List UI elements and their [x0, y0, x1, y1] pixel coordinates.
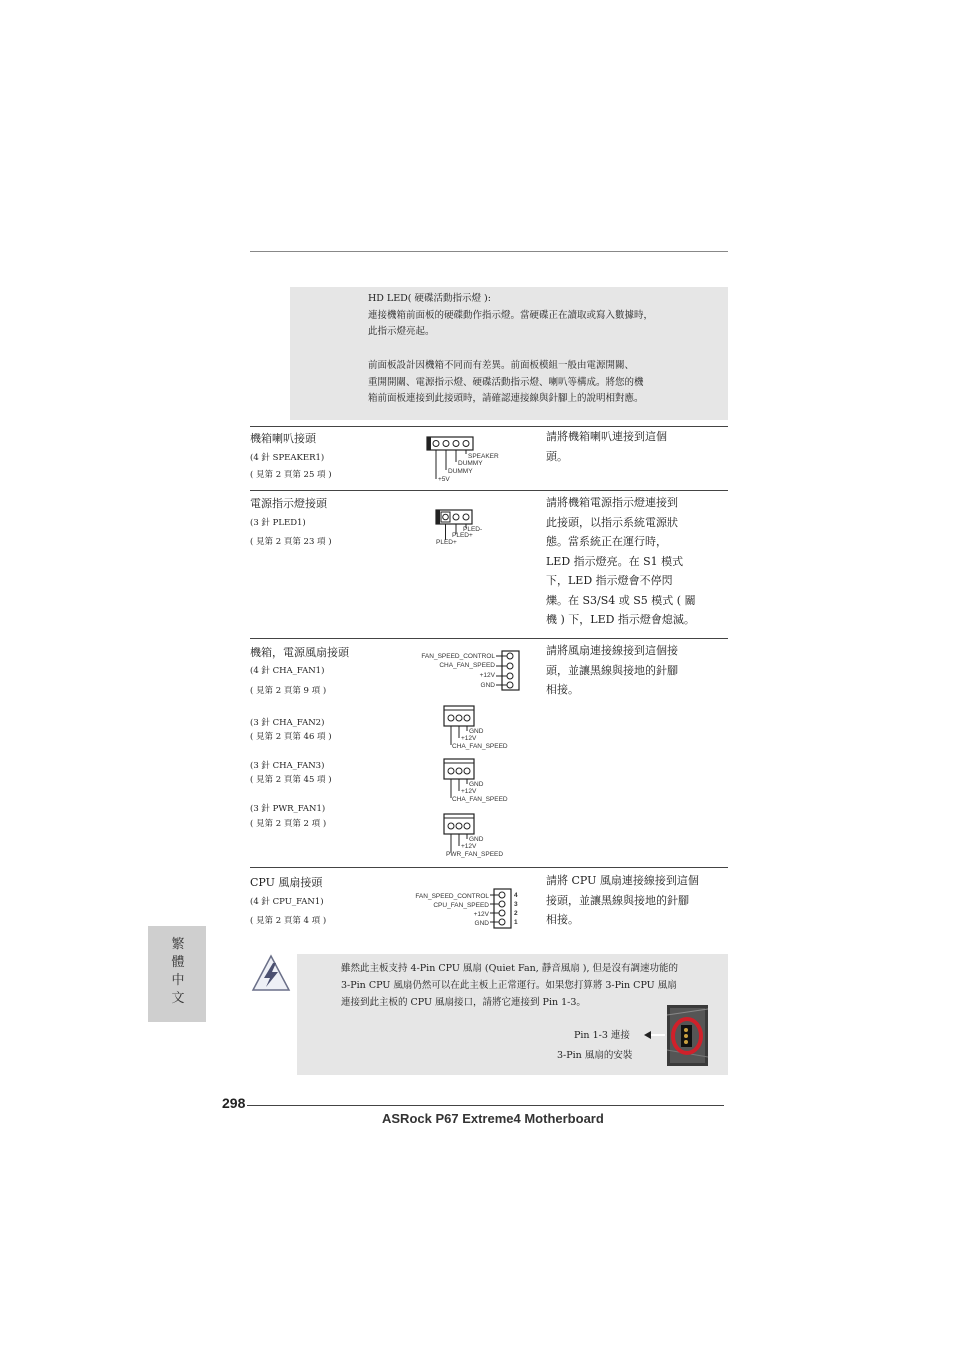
pin-number: 2: [514, 910, 518, 917]
cpufan-pins: (4 針 CPU_FAN1): [250, 897, 324, 907]
cha1-label: +12V: [479, 672, 495, 679]
powerled-header-diagram: [430, 507, 510, 547]
pwr-fan1-diagram: [440, 811, 520, 861]
powerled-title: 電源指示燈接頭: [250, 497, 327, 510]
cha2-label: GND: [469, 728, 484, 735]
pwr-ref: ( 見第 2 頁第 2 項 ): [250, 819, 327, 829]
cpu-fan1-diagram: [408, 886, 528, 931]
cha-fan1-diagram: [408, 648, 528, 693]
intro-line: HD LED( 硬碟活動指示燈 ):: [368, 293, 491, 304]
powerled-label: PLED+: [436, 539, 457, 546]
desc-line: 相接。: [546, 913, 579, 926]
cha3-label: GND: [469, 781, 484, 788]
cha1-label: CHA_FAN_SPEED: [439, 662, 495, 669]
speaker-pins: (4 針 SPEAKER1): [250, 453, 325, 463]
speaker-label: DUMMY: [458, 460, 483, 467]
cha-fan3-diagram: [440, 756, 520, 806]
desc-line: 請將 CPU 風扇連接線接到這個: [546, 874, 699, 887]
cha3-label: CHA_FAN_SPEED: [452, 796, 508, 803]
desc-line: 此接頭，以指示系統電源狀: [546, 515, 678, 529]
section-divider: [250, 638, 728, 639]
cha3-label: +12V: [461, 788, 477, 795]
powerled-pins: (3 針 PLED1): [250, 518, 306, 528]
cpufan-title: CPU 風扇接頭: [250, 876, 323, 889]
speaker-label: +5V: [438, 476, 450, 483]
cpufan-label: CPU_FAN_SPEED: [433, 902, 489, 909]
desc-line: 下，LED 指示燈會不停閃: [546, 574, 673, 587]
desc-line: 爍。在 S3/S4 或 S5 模式 ( 關: [546, 593, 696, 607]
cha3-ref: ( 見第 2 頁第 45 項 ): [250, 775, 332, 785]
footer-rule: [247, 1105, 724, 1106]
cha1-label: FAN_SPEED_CONTROL: [421, 653, 495, 660]
cpufan-ref: ( 見第 2 頁第 4 項 ): [250, 916, 327, 926]
intro-line: 前面板設計因機箱不同而有差異。前面板模組一般由電源開關、: [368, 360, 635, 371]
powerled-label: PLED-: [463, 526, 483, 533]
warning-icon: [250, 954, 292, 994]
cha3-pins: (3 針 CHA_FAN3): [250, 761, 325, 771]
intro-line: 重開開關、電源指示燈、硬碟活動指示燈、喇叭等構成。將您的機: [368, 377, 644, 388]
arrow-icon: [643, 1030, 667, 1040]
cha2-ref: ( 見第 2 頁第 46 項 ): [250, 732, 332, 742]
intro-line: 此指示燈亮起。: [368, 326, 435, 337]
speaker-ref: ( 見第 2 頁第 25 項 ): [250, 470, 332, 480]
intro-line: 箱前面板連接到此接頭時，請確認連接線與針腳上的說明相對應。: [368, 393, 644, 404]
speaker-desc: [546, 427, 667, 466]
cha2-label: +12V: [461, 735, 477, 742]
desc-line: 頭，並讓黑線與接地的針腳: [546, 663, 678, 677]
fans-desc: [546, 641, 678, 700]
language-tab-label: 繁體中文: [171, 937, 185, 1006]
pwr-pins: (3 針 PWR_FAN1): [250, 804, 326, 814]
desc-line: 態。當系統正在運行時，: [546, 535, 667, 548]
powerled-ref: ( 見第 2 頁第 23 項 ): [250, 537, 332, 547]
desc-line: 請將風扇連接線接到這個接: [546, 644, 678, 657]
desc-line: LED 指示燈亮。在 S1 模式: [546, 554, 684, 568]
cha1-label: GND: [480, 682, 495, 689]
pwr-label: +12V: [461, 843, 477, 850]
powerled-desc: [546, 493, 696, 630]
speaker-title: 機箱喇叭接頭: [250, 432, 316, 445]
page-number: 298: [222, 1095, 246, 1111]
fans-title: 機箱，電源風扇接頭: [250, 646, 349, 659]
cha-fan2-diagram: [440, 703, 520, 753]
product-name: ASRock P67 Extreme4 Motherboard: [382, 1111, 604, 1126]
desc-line: 機 ) 下，LED 指示燈會熄滅。: [546, 613, 695, 626]
section-divider: [250, 490, 728, 491]
install-caption: 3-Pin 風扇的安裝: [557, 1050, 633, 1061]
cpufan-label: +12V: [473, 911, 489, 918]
fan-install-photo: [667, 1005, 708, 1066]
speaker-label: SPEAKER: [468, 453, 499, 460]
cpufan-label: FAN_SPEED_CONTROL: [415, 893, 489, 900]
section-divider: [250, 867, 728, 868]
cha2-pins: (3 針 CHA_FAN2): [250, 718, 325, 728]
cha1-pins: (4 針 CHA_FAN1): [250, 666, 325, 676]
speaker-header-diagram: [420, 432, 510, 487]
desc-line: 頭。: [546, 449, 568, 463]
top-rule: [250, 251, 728, 252]
warning-line: 雖然此主板支持 4-Pin CPU 風扇 (Quiet Fan, 靜音風扇 ), 但是沒有調速功能的: [341, 963, 679, 974]
cpufan-desc: [546, 871, 699, 930]
intro-line: 連接機箱前面板的硬碟動作指示燈。當硬碟正在讀取或寫入數據時，: [368, 310, 654, 321]
warning-line: 3-Pin CPU 風扇仍然可以在此主板上正常運行。如果您打算將 3-Pin CPU 風扇: [341, 980, 677, 991]
warning-line: 連接到此主板的 CPU 風扇接口，請將它連接到 Pin 1-3。: [341, 997, 586, 1008]
pin-number: 1: [514, 919, 518, 926]
desc-line: 相接。: [546, 683, 579, 696]
cha2-label: CHA_FAN_SPEED: [452, 743, 508, 750]
cha1-ref: ( 見第 2 頁第 9 項 ): [250, 686, 327, 696]
pin-number: 3: [514, 901, 518, 908]
pin-number: 4: [514, 892, 518, 899]
pwr-label: GND: [469, 836, 484, 843]
cpufan-label: GND: [474, 920, 489, 927]
pin-caption: Pin 1-3 連接: [574, 1030, 630, 1041]
desc-line: 請將機箱電源指示燈連接到: [546, 496, 678, 509]
pwr-label: PWR_FAN_SPEED: [446, 851, 504, 858]
desc-line: 請將機箱喇叭連接到這個: [546, 430, 667, 443]
powerled-label: PLED+: [452, 532, 473, 539]
speaker-label: DUMMY: [448, 468, 473, 475]
desc-line: 接頭，並讓黑線與接地的針腳: [546, 893, 689, 907]
